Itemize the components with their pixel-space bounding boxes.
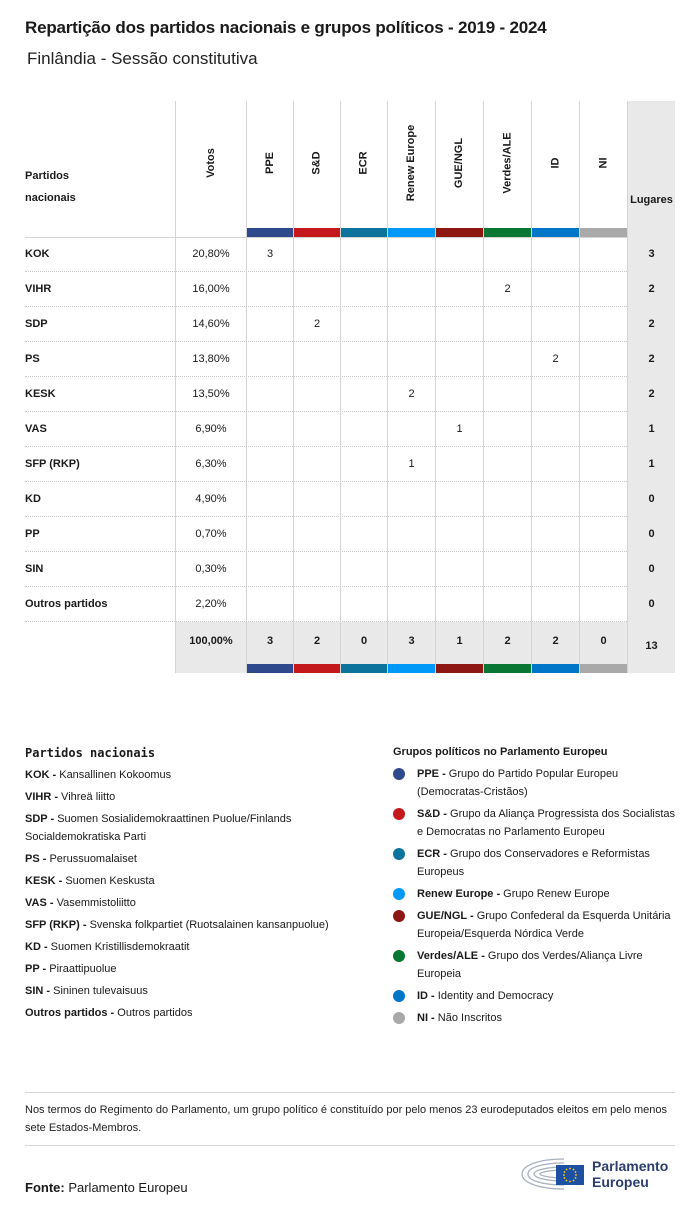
legend-party-item: VIHR - Vihreä liitto: [25, 791, 116, 803]
party-name: Outros partidos: [25, 598, 108, 610]
group-seat-cell: 2: [483, 272, 531, 307]
group-color-bar: [532, 228, 579, 237]
votes-cell: 20,80%: [175, 237, 246, 272]
group-seat-cell: [293, 587, 340, 622]
group-seat-cell: 2: [531, 342, 579, 377]
group-seat-cell: [340, 307, 387, 342]
group-color-dot-icon: [393, 910, 405, 922]
legend-national-parties: [25, 746, 375, 1026]
footnote: Nos termos do Regimento do Parlamento, um grupo político é constituído por pelo menos 23 eurodeputados eleitos em pelo menos sete Estados-Membros.: [25, 1104, 668, 1134]
source-label: Fonte:: [25, 1180, 65, 1195]
legend-party-item: PS - Perussuomalaiset: [25, 853, 137, 865]
votes-cell: 6,30%: [175, 447, 246, 482]
header-label: GUE/NGL: [453, 137, 466, 189]
table-row: [25, 552, 675, 587]
divider: [25, 1145, 675, 1146]
group-seat-cell: [483, 482, 531, 517]
group-seat-cell: [483, 587, 531, 622]
group-color-bar: [247, 228, 293, 237]
seats-total-cell: 2: [627, 377, 675, 412]
votes-cell: 6,90%: [175, 412, 246, 447]
legend-group-item: NI - Não Inscritos: [393, 1009, 678, 1027]
party-name: KESK: [25, 388, 56, 400]
group-seat-cell: [340, 517, 387, 552]
header-ni: [579, 101, 627, 237]
party-name: VIHR: [25, 283, 52, 295]
group-seat-cell: [435, 342, 483, 377]
group-seat-cell: [387, 482, 435, 517]
header-renew-europe: [387, 101, 435, 237]
group-seat-cell: 2: [293, 307, 340, 342]
group-color-bar: [484, 664, 531, 673]
group-seat-cell: [340, 377, 387, 412]
group-color-dot-icon: [393, 768, 405, 780]
group-total: 1: [435, 622, 483, 673]
legend-party-item: SDP - Suomen Sosialidemokraattinen Puolue/Finlands Socialdemokratiska Parti: [25, 813, 292, 843]
group-seat-cell: [246, 447, 293, 482]
group-seat-cell: [293, 517, 340, 552]
group-seat-cell: [387, 307, 435, 342]
group-seat-cell: [246, 587, 293, 622]
group-seat-cell: [246, 412, 293, 447]
header-verdes-ale: [483, 101, 531, 237]
group-seat-cell: [435, 482, 483, 517]
group-seat-cell: [293, 552, 340, 587]
header-party: Partidos nacionais: [25, 170, 76, 204]
group-seat-cell: [293, 482, 340, 517]
group-seat-cell: [579, 342, 627, 377]
group-seat-cell: [340, 482, 387, 517]
group-seat-cell: [387, 342, 435, 377]
group-seat-cell: [483, 307, 531, 342]
group-seat-cell: [246, 517, 293, 552]
party-name: VAS: [25, 423, 47, 435]
group-seat-cell: [531, 587, 579, 622]
group-seat-cell: [579, 237, 627, 272]
group-seat-cell: [435, 272, 483, 307]
votes-cell: 2,20%: [175, 587, 246, 622]
votes-cell: 4,90%: [175, 482, 246, 517]
seats-total-cell: 1: [627, 412, 675, 447]
group-color-dot-icon: [393, 990, 405, 1002]
table-row: [25, 307, 675, 342]
seats-total-cell: 2: [627, 307, 675, 342]
header-label: Votos: [205, 148, 217, 178]
group-seat-cell: [340, 272, 387, 307]
group-seat-cell: [531, 517, 579, 552]
legend-parties-title: Partidos nacionais: [25, 746, 156, 760]
votes-cell: 16,00%: [175, 272, 246, 307]
logo-text: Parlamento Europeu: [592, 1158, 669, 1190]
chart-subtitle: Finlândia - Sessão constitutiva: [27, 49, 258, 68]
table-row: [25, 517, 675, 552]
group-seat-cell: [579, 272, 627, 307]
group-seat-cell: [246, 377, 293, 412]
group-seat-cell: [483, 237, 531, 272]
group-color-bar: [247, 664, 293, 673]
table-row: [25, 587, 675, 622]
total-seats: 13: [627, 622, 675, 673]
group-color-bar: [580, 664, 627, 673]
group-seat-cell: [531, 482, 579, 517]
legend-party-item: VAS - Vasemmistoliitto: [25, 897, 136, 909]
group-seat-cell: [293, 342, 340, 377]
group-seat-cell: [246, 272, 293, 307]
votes-cell: 13,80%: [175, 342, 246, 377]
party-name: PS: [25, 353, 40, 365]
group-seat-cell: [293, 272, 340, 307]
legend-group-item: ID - Identity and Democracy: [393, 987, 678, 1005]
seats-total-cell: 1: [627, 447, 675, 482]
table-header: [25, 101, 675, 237]
table-row: [25, 342, 675, 377]
group-color-dot-icon: [393, 1012, 405, 1024]
group-seat-cell: [579, 307, 627, 342]
legend-group-item: PPE - Grupo do Partido Popular Europeu (Democratas-Cristãos): [393, 765, 678, 801]
group-color-bar: [388, 228, 435, 237]
seats-total-cell: 0: [627, 482, 675, 517]
group-seat-cell: [246, 342, 293, 377]
seats-total-cell: 0: [627, 517, 675, 552]
party-name: SIN: [25, 563, 44, 575]
group-seat-cell: [483, 552, 531, 587]
group-color-bar: [294, 228, 340, 237]
table-row: [25, 412, 675, 447]
group-seat-cell: [340, 342, 387, 377]
group-seat-cell: [483, 412, 531, 447]
votes-cell: 13,50%: [175, 377, 246, 412]
group-seat-cell: [246, 552, 293, 587]
group-seat-cell: [435, 517, 483, 552]
group-seat-cell: [531, 307, 579, 342]
group-total: 2: [293, 622, 340, 673]
table-totals-row: [25, 622, 675, 673]
group-seat-cell: [387, 272, 435, 307]
group-seat-cell: [531, 412, 579, 447]
group-seat-cell: [435, 307, 483, 342]
group-seat-cell: 2: [387, 377, 435, 412]
group-total: 3: [387, 622, 435, 673]
legend-group-item: GUE/NGL - Grupo Confederal da Esquerda Unitária Europeia/Esquerda Nórdica Verde: [393, 907, 678, 943]
group-seat-cell: [340, 237, 387, 272]
group-color-bar: [294, 664, 340, 673]
party-name: KD: [25, 493, 41, 505]
legend-group-item: S&D - Grupo da Aliança Progressista dos Socialistas e Democratas no Parlamento Europeu: [393, 805, 678, 841]
seats-total-cell: 0: [627, 587, 675, 622]
group-color-dot-icon: [393, 848, 405, 860]
group-seat-cell: 1: [435, 412, 483, 447]
header-gue-ngl: [435, 101, 483, 237]
header-ecr: [340, 101, 387, 237]
group-seat-cell: [531, 447, 579, 482]
group-seat-cell: [340, 587, 387, 622]
divider: [25, 1092, 675, 1093]
legend-party-item: Outros partidos - Outros partidos: [25, 1007, 193, 1019]
legend-party-item: PP - Piraattipuolue: [25, 963, 117, 975]
group-seat-cell: [246, 482, 293, 517]
group-color-bar: [341, 664, 387, 673]
table-body: [25, 237, 675, 622]
header-seats-label: Lugares: [630, 194, 673, 206]
group-total: 0: [340, 622, 387, 673]
legend-groups-title: Grupos políticos no Parlamento Europeu: [393, 746, 608, 758]
legend-party-item: KESK - Suomen Keskusta: [25, 875, 155, 887]
group-seat-cell: [293, 447, 340, 482]
group-seat-cell: [435, 552, 483, 587]
group-seat-cell: [387, 517, 435, 552]
legend-party-item: SFP (RKP) - Svenska folkpartiet (Ruotsalainen kansanpuolue): [25, 919, 329, 931]
legend-party-item: SIN - Sininen tulevaisuus: [25, 985, 148, 997]
group-color-bar: [388, 664, 435, 673]
group-seat-cell: [531, 237, 579, 272]
group-color-bar: [532, 664, 579, 673]
votes-cell: 0,30%: [175, 552, 246, 587]
header-label: ECR: [358, 151, 371, 175]
table-row: [25, 447, 675, 482]
group-seat-cell: [246, 307, 293, 342]
chart-title: Repartição dos partidos nacionais e grupos políticos - 2019 - 2024: [25, 18, 547, 37]
seat-distribution-table: [25, 101, 675, 652]
seats-total-cell: 0: [627, 552, 675, 587]
table-row: [25, 272, 675, 307]
seats-total-cell: 3: [627, 237, 675, 272]
hemicycle-flag-icon: [520, 1155, 588, 1193]
total-votes: 100,00%: [175, 622, 246, 673]
group-seat-cell: [387, 552, 435, 587]
group-seat-cell: [435, 377, 483, 412]
table-row: [25, 377, 675, 412]
header-label: S&D: [311, 151, 324, 175]
group-seat-cell: [483, 447, 531, 482]
group-seat-cell: [435, 237, 483, 272]
header-ppe: [246, 101, 293, 237]
legend-party-item: KOK - Kansallinen Kokoomus: [25, 769, 172, 781]
header-votos: [175, 101, 246, 237]
group-seat-cell: [435, 587, 483, 622]
header-label: Renew Europe: [405, 124, 418, 202]
group-seat-cell: [387, 237, 435, 272]
party-name: PP: [25, 528, 40, 540]
group-seat-cell: [293, 412, 340, 447]
group-seat-cell: [579, 377, 627, 412]
group-total: 2: [531, 622, 579, 673]
party-name: SDP: [25, 318, 48, 330]
parliament-logo: [520, 1155, 680, 1195]
group-seat-cell: [579, 412, 627, 447]
legend-group-item: Verdes/ALE - Grupo dos Verdes/Aliança Livre Europeia: [393, 947, 678, 983]
party-name: KOK: [25, 248, 50, 260]
group-color-bar: [580, 228, 627, 237]
group-seat-cell: [340, 412, 387, 447]
group-color-bar: [436, 664, 483, 673]
group-seat-cell: [531, 552, 579, 587]
group-color-dot-icon: [393, 888, 405, 900]
group-seat-cell: [483, 377, 531, 412]
group-seat-cell: [531, 272, 579, 307]
group-color-dot-icon: [393, 950, 405, 962]
legend-party-item: KD - Suomen Kristillisdemokraatit: [25, 941, 190, 953]
group-total: 0: [579, 622, 627, 673]
table-row: [25, 237, 675, 272]
votes-cell: 14,60%: [175, 307, 246, 342]
header-label: PPE: [264, 151, 277, 175]
legend-group-item: Renew Europe - Grupo Renew Europe: [393, 885, 678, 903]
group-seat-cell: [483, 342, 531, 377]
group-color-bar: [436, 228, 483, 237]
group-seat-cell: [579, 517, 627, 552]
votes-cell: 0,70%: [175, 517, 246, 552]
group-seat-cell: [293, 237, 340, 272]
legend-political-groups: [393, 746, 678, 1031]
group-color-bar: [484, 228, 531, 237]
group-seat-cell: [579, 447, 627, 482]
group-total: 2: [483, 622, 531, 673]
source-value: Parlamento Europeu: [64, 1180, 188, 1195]
group-color-bar: [341, 228, 387, 237]
group-seat-cell: [531, 377, 579, 412]
header-id: [531, 101, 579, 237]
group-seat-cell: [340, 447, 387, 482]
group-seat-cell: [435, 447, 483, 482]
party-name: SFP (RKP): [25, 458, 80, 470]
header-s-d: [293, 101, 340, 237]
group-seat-cell: [579, 482, 627, 517]
group-seat-cell: 3: [246, 237, 293, 272]
group-seat-cell: [579, 552, 627, 587]
table-row: [25, 482, 675, 517]
header-lugares: [627, 101, 675, 237]
header-label: ID: [549, 157, 562, 169]
group-seat-cell: 1: [387, 447, 435, 482]
group-color-dot-icon: [393, 808, 405, 820]
header-label: Verdes/ALE: [501, 132, 514, 194]
seats-total-cell: 2: [627, 342, 675, 377]
group-total: 3: [246, 622, 293, 673]
group-seat-cell: [387, 587, 435, 622]
group-seat-cell: [340, 552, 387, 587]
source-line: [25, 1180, 188, 1195]
legend-group-item: ECR - Grupo dos Conservadores e Reformistas Europeus: [393, 845, 678, 881]
group-seat-cell: [387, 412, 435, 447]
seats-total-cell: 2: [627, 272, 675, 307]
group-seat-cell: [579, 587, 627, 622]
group-seat-cell: [293, 377, 340, 412]
group-seat-cell: [483, 517, 531, 552]
header-label: NI: [597, 157, 610, 169]
